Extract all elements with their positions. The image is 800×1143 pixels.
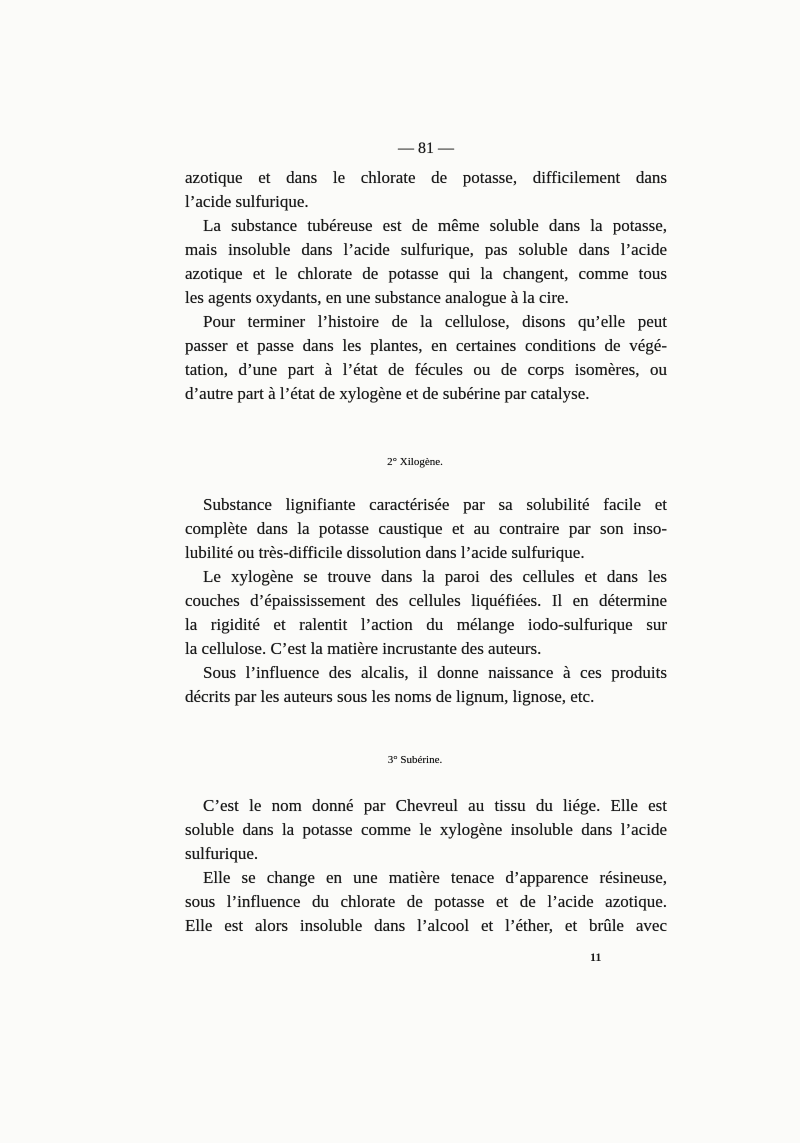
- paragraph: [185, 214, 667, 310]
- paragraph: [185, 866, 667, 938]
- text-line: C’est le nom donné par Chevreul au tissu du liége. Elle est: [203, 796, 667, 815]
- text-line: d’autre part à l’état de xylogène et de subérine par catalyse.: [185, 384, 590, 403]
- text-line: la cellulose. C’est la matière incrustante des auteurs.: [185, 639, 542, 658]
- text-line: La substance tubéreuse est de même soluble dans la potasse,: [203, 216, 667, 235]
- text-line: Sous l’influence des alcalis, il donne naissance à ces produits: [203, 663, 667, 682]
- text-line: azotique et le chlorate de potasse qui la changent, comme tous: [185, 264, 667, 283]
- section-cellulose-text: [185, 166, 667, 406]
- paragraph: [185, 565, 667, 661]
- text-line: la rigidité et ralentit l’action du mélange iodo-sulfurique sur: [185, 615, 667, 634]
- text-line: Elle est alors insoluble dans l’alcool et l’éther, et brûle avec: [185, 916, 667, 935]
- text-line: sulfurique.: [185, 844, 259, 863]
- text-line: Pour terminer l’histoire de la cellulose, disons qu’elle peut: [203, 312, 667, 331]
- section-heading-suberine: 3° Subérine.: [387, 754, 443, 766]
- text-line: azotique et dans le chlorate de potasse, difficilement dans: [185, 168, 667, 187]
- text-line: décrits par les auteurs sous les noms de lignum, lignose, etc.: [185, 687, 595, 706]
- text-line: mais insoluble dans l’acide sulfurique, pas soluble dans l’acide: [185, 240, 667, 259]
- paragraph: [185, 493, 667, 565]
- section-suberine-text: [185, 794, 667, 938]
- text-line: complète dans la potasse caustique et au contraire par son inso-: [185, 519, 667, 538]
- text-line: sous l’influence du chlorate de potasse et de l’acide azotique.: [185, 892, 667, 911]
- section-xilogene-text: [185, 493, 667, 709]
- text-line: lubilité ou très-difficile dissolution dans l’acide sulfurique.: [185, 543, 585, 562]
- paragraph: [185, 310, 667, 406]
- page-number: — 81 —: [398, 140, 454, 157]
- text-line: l’acide sulfurique.: [185, 192, 309, 211]
- signature-mark: 11: [590, 950, 602, 964]
- paragraph: [185, 794, 667, 866]
- text-line: Le xylogène se trouve dans la paroi des cellules et dans les: [203, 567, 667, 586]
- text-line: passer et passe dans les plantes, en certaines conditions de végé-: [185, 336, 667, 355]
- text-line: Substance lignifiante caractérisée par sa solubilité facile et: [203, 495, 667, 514]
- paragraph: [185, 166, 667, 214]
- paragraph: [185, 661, 667, 709]
- text-line: couches d’épaississement des cellules liquéfiées. Il en détermine: [185, 591, 667, 610]
- text-line: Elle se change en une matière tenace d’apparence résineuse,: [203, 868, 667, 887]
- text-line: tation, d’une part à l’état de fécules ou de corps isomères, ou: [185, 360, 667, 379]
- text-line: les agents oxydants, en une substance analogue à la cire.: [185, 288, 569, 307]
- text-line: soluble dans la potasse comme le xylogène insoluble dans l’acide: [185, 820, 667, 839]
- section-heading-xilogene: 2° Xilogène.: [387, 456, 443, 468]
